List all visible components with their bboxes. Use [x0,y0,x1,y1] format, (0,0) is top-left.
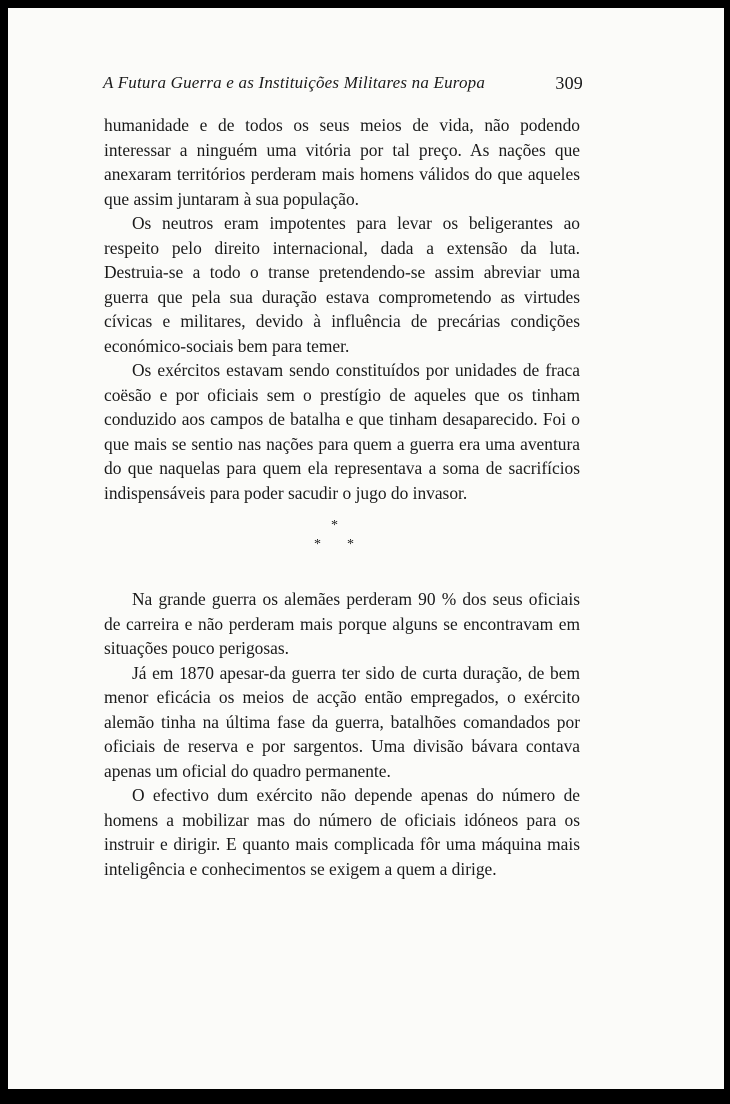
paragraph: Os neutros eram impotentes para levar os beligerantes ao respeito pelo direito internacional, dada a extensão da luta. Destruia-se a todo o transe pretendendo-se assim abreviar uma guerra que pela sua duração estava comprometendo as virtudes cívicas e militares, devido à influência de precárias condições económico-sociais bem para temer. [104,213,580,356]
paragraph: O efectivo dum exército não depende apenas do número de homens a mobilizar mas do número de oficiais idóneos para os instruir e dirigir. E quanto mais complicada fôr uma máquina mais inteligência e conhecimentos se exigem a quem a dirige. [104,785,580,879]
asterisk: * [347,537,354,552]
book-page [8,8,724,1089]
paragraph: Os exércitos estavam sendo constituídos por unidades de fraca coësão e por oficiais sem o prestígio de aqueles que os tinham conduzido aos campos de batalha e que tinham desaparecido. Foi o que mais se sentio nas nações para quem a guerra era uma aventura do que naquelas para quem ela representava a soma de sacrifícios indispensáveis para poder sacudir o jugo do invasor. [104,360,580,503]
page-body [104,113,580,881]
section-separator [104,505,580,587]
paragraph: Na grande guerra os alemães perderam 90 % dos seus oficiais de carreira e não perderam mais porque alguns se encontravam em situações pouco perigosas. [104,589,580,658]
asterisk: * [314,537,321,552]
asterisk: * [331,518,338,533]
page-number: 309 [555,73,583,93]
paragraph: humanidade e de todos os seus meios de vida, não podendo interessar a ninguém uma vitória por tal preço. As nações que anexaram territórios perderam mais homens válidos do que aqueles que assim juntaram à sua população. [104,115,580,209]
paragraph: Já em 1870 apesar-da guerra ter sido de curta duração, de bem menor eficácia os meios de acção então empregados, o exército alemão tinha na última fase da guerra, batalhões comandados por oficiais de reserva e por sargentos. Uma divisão bávara contava apenas um oficial do quadro permanente. [104,662,580,781]
running-header [103,73,583,93]
header-title: A Futura Guerra e as Instituições Militares na Europa [103,73,486,92]
